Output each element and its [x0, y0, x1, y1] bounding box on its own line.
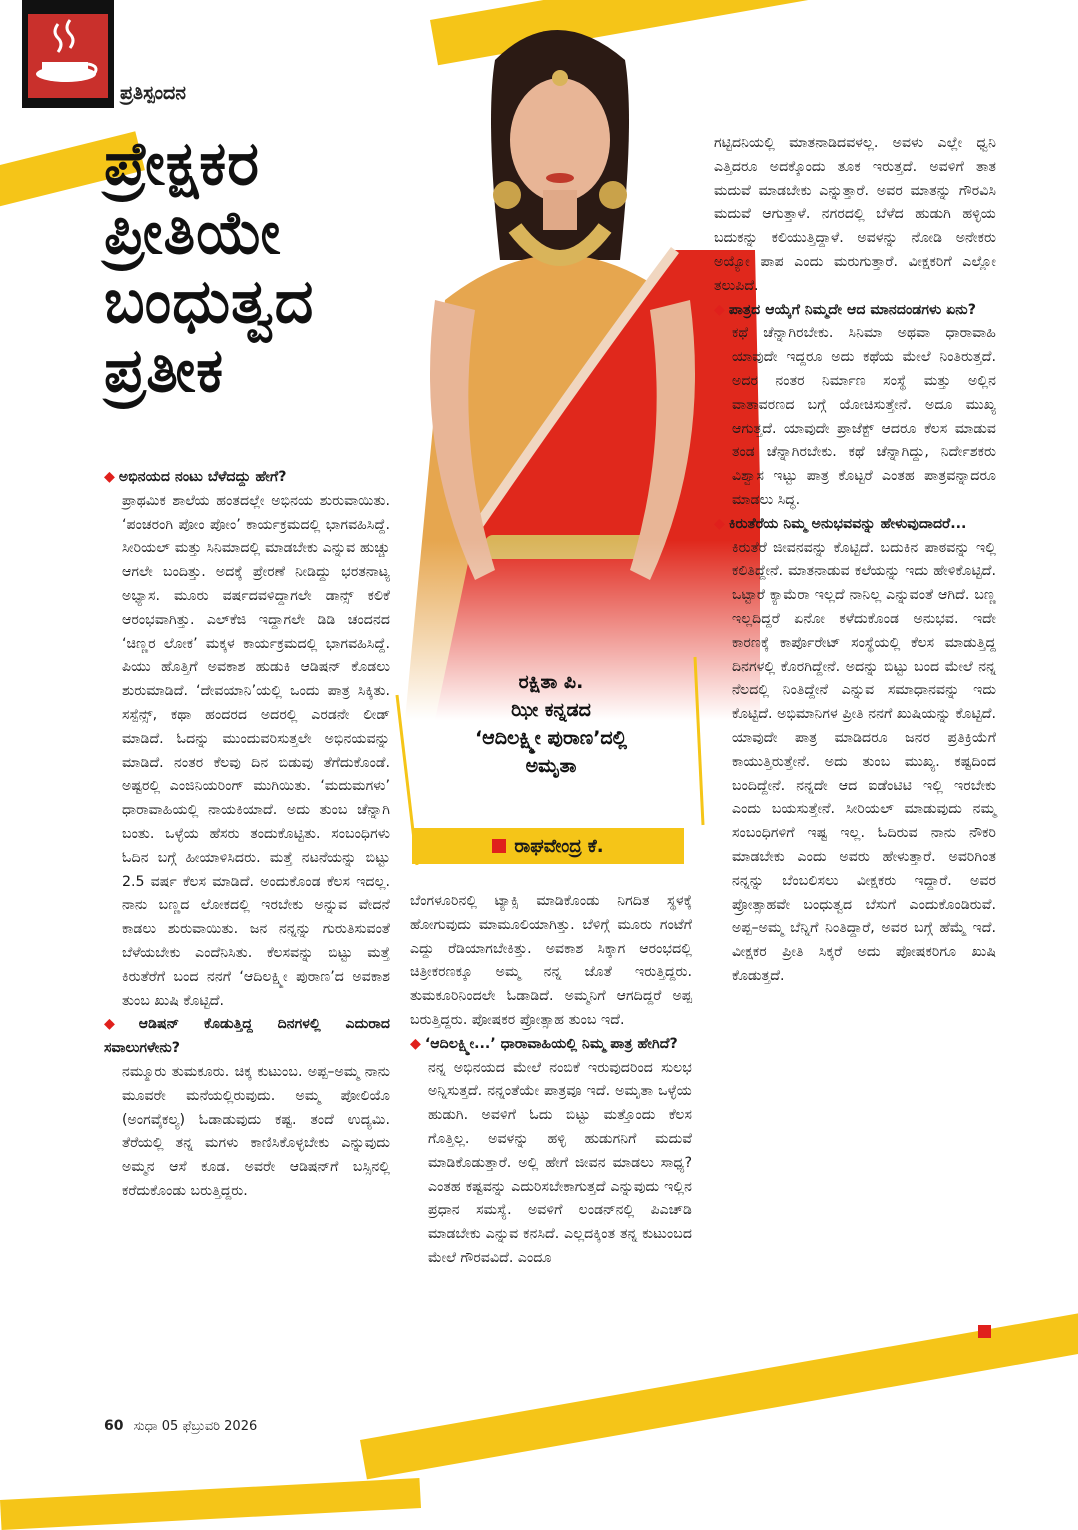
photo-caption [410, 668, 692, 780]
article-column-3 [714, 132, 996, 989]
headline [104, 130, 404, 406]
answer-3-continued: ಗಟ್ಟಿದನಿಯಲ್ಲಿ ಮಾತನಾಡಿದವಳಲ್ಲ. ಅವಳು ಎಲ್ಲೇ ಧ್ವನಿ ಎತ್ತಿದರೂ ಅದಕ್ಕೊಂದು ತೂಕ ಇರುತ್ತದೆ. ಅವಳಿಗೆ ತಾತ ಮದುವೆ ಮಾಡಬೇಕು ಎನ್ನುತ್ತಾರೆ. ಅವರ ಮಾತನ್ನು ಗೌರವಿಸಿ ಮದುವೆ ಆಗುತ್ತಾಳೆ. ನಗರದಲ್ಲಿ ಬೆಳೆದ ಹುಡುಗಿ ಹಳ್ಳಿಯ ಬದುಕನ್ನು ಕಲಿಯುತ್ತಿದ್ದಾಳೆ. ಅವಳನ್ನು ನೋಡಿ ಅನೇಕರು ಅಯ್ಯೋ ಪಾಪ ಎಂದು ಮರುಗುತ್ತಾರೆ. ವೀಕ್ಷಕರಿಗೆ ಎಲ್ಲೋ ತಲುಪಿದೆ. [714, 135, 996, 294]
page-number: 60 [104, 1418, 124, 1434]
article-column-1 [104, 466, 390, 1204]
yellow-stripe-bottom-left [0, 1478, 421, 1530]
answer-2: ನಮ್ಮೂರು ತುಮಕೂರು. ಚಿಕ್ಕ ಕುಟುಂಬ. ಅಪ್ಪ–ಅಮ್ಮ ನಾನು ಮೂವರೇ ಮನೆಯಲ್ಲಿರುವುದು. ಅಮ್ಮ ಪೋಲಿಯೊ (ಅಂಗವೈಕಲ್ಯ) ಓಡಾಡುವುದು ಕಷ್ಟ. ತಂದೆ ಉದ್ಯಮಿ. ತೆರೆಯಲ್ಲಿ ತನ್ನ ಮಗಳು ಕಾಣಿಸಿಕೊಳ್ಳಬೇಕು ಎನ್ನುವುದು ಅಮ್ಮನ ಆಸೆ ಕೂಡ. ಅವರೇ ಆಡಿಷನ್‌ಗೆ ಬಸ್ಸಿನಲ್ಲಿ ಕರೆದುಕೊಂಡು ಬರುತ್ತಿದ್ದರು. [122, 1063, 390, 1199]
diamond-bullet-icon: ◆ [714, 515, 725, 532]
yellow-stripe-bottom [360, 1308, 1078, 1479]
red-square-icon [492, 839, 506, 853]
coffee-cup-icon [28, 14, 108, 98]
question-5: ◆ ಕಿರುತೆರೆಯ ನಿಮ್ಮ ಅನುಭವವನ್ನು ಹೇಳುವುದಾದರೆ... [714, 515, 967, 532]
caption-channel: ಝೀ ಕನ್ನಡದ [511, 699, 591, 721]
author-name: ರಾಘವೇಂದ್ರ ಕೆ. [514, 835, 604, 857]
page-footer [104, 1418, 257, 1434]
answer-4: ಕಥೆ ಚೆನ್ನಾಗಿರಬೇಕು. ಸಿನಿಮಾ ಅಥವಾ ಧಾರಾವಾಹಿ ಯಾವುದೇ ಇದ್ದರೂ ಅದು ಕಥೆಯ ಮೇಲೆ ನಿಂತಿರುತ್ತದೆ. ಅದರ ನಂತರ ನಿರ್ಮಾಣ ಸಂಸ್ಥೆ ಮತ್ತು ಅಲ್ಲಿನ ವಾತಾವರಣದ ಬಗ್ಗೆ ಯೋಚಿಸುತ್ತೇನೆ. ಅದೂ ಮುಖ್ಯ ಆಗುತ್ತದೆ. ಯಾವುದೇ ಪ್ರಾಜೆಕ್ಟ್ ಆದರೂ ಕೆಲಸ ಮಾಡುವ ತಂಡ ಚೆನ್ನಾಗಿರಬೇಕು. ಕಥೆ ಚೆನ್ನಾಗಿದ್ದು, ನಿರ್ದೇಶಕರು ವಿಶ್ವಾಸ ಇಟ್ಟು ಪಾತ್ರ ಕೊಟ್ಟರೆ ಎಂತಹ ಪಾತ್ರವನ್ನಾದರೂ ಮಾಡಲು ಸಿದ್ಧ. [732, 325, 996, 508]
question-2: ◆ ಆಡಿಷನ್ ಕೊಡುತ್ತಿದ್ದ ದಿನಗಳಲ್ಲಿ ಎದುರಾದ ಸವಾಲುಗಳೇನು? [104, 1016, 390, 1057]
byline [412, 828, 684, 864]
caption-serial: ‘ಆದಿಲಕ್ಷ್ಮೀ ಪುರಾಣ’ದಲ್ಲಿ [474, 727, 628, 749]
answer-2-continued: ಬೆಂಗಳೂರಿನಲ್ಲಿ ಟ್ಯಾಕ್ಸಿ ಮಾಡಿಕೊಂಡು ನಿಗದಿತ ಸ್ಥಳಕ್ಕೆ ಹೋಗುವುದು ಮಾಮೂಲಿಯಾಗಿತ್ತು. ಬೆಳಿಗ್ಗೆ ಮೂರು ಗಂಟೆಗೆ ಎದ್ದು ರೆಡಿಯಾಗಬೇಕಿತ್ತು. ಅವಕಾಶ ಸಿಕ್ಕಾಗ ಆರಂಭದಲ್ಲಿ ಚಿತ್ರೀಕರಣಕ್ಕೂ ಅಮ್ಮ ನನ್ನ ಜೊತೆ ಇರುತ್ತಿದ್ದರು. ತುಮಕೂರಿನಿಂದಲೇ ಓಡಾಡಿದೆ. ಅಮ್ಮನಿಗೆ ಆಗದಿದ್ದರೆ ಅಪ್ಪ ಬರುತ್ತಿದ್ದರು. ಪೋಷಕರ ಪ್ರೋತ್ಸಾಹ ತುಂಬ ಇದೆ. [410, 893, 692, 1028]
caption-role: ಅಮೃತಾ [525, 755, 577, 777]
section-label: ಪ್ರತಿಸ್ಪಂದನ [120, 82, 186, 104]
question-3: ◆ ‘ಆದಿಲಕ್ಷ್ಮೀ...’ ಧಾರಾವಾಹಿಯಲ್ಲಿ ನಿಮ್ಮ ಪಾತ್ರ ಹೇಗಿದೆ? [410, 1035, 678, 1052]
diamond-bullet-icon: ◆ [104, 1016, 135, 1033]
actress-photo [375, 0, 760, 720]
article-end-mark [978, 1325, 991, 1338]
answer-1: ಪ್ರಾಥಮಿಕ ಶಾಲೆಯ ಹಂತದಲ್ಲೇ ಅಭಿನಯ ಶುರುವಾಯಿತು. ‘ಪಂಚರಂಗಿ ಪೋಂ ಪೋಂ’ ಕಾರ್ಯಕ್ರಮದಲ್ಲಿ ಭಾಗವಹಿಸಿದ್ದೆ. ಸೀರಿಯಲ್ ಮತ್ತು ಸಿನಿಮಾದಲ್ಲಿ ಮಾಡಬೇಕು ಎನ್ನುವ ಹುಚ್ಚು ಆಗಲೇ ಬಂದಿತ್ತು. ಅದಕ್ಕೆ ಪ್ರೇರಣೆ ನೀಡಿದ್ದು ಭರತನಾಟ್ಯ ಅಭ್ಯಾಸ. ಮೂರು ವರ್ಷದವಳಿದ್ದಾಗಲೇ ಡಾನ್ಸ್ ಕಲಿಕೆ ಆರಂಭವಾಗಿತ್ತು. ಎಲ್‌ಕೆಜಿ ಇದ್ದಾಗಲೇ ಡಿಡಿ ಚಂದನದ ‘ಚಿಣ್ಣರ ಲೋಕ’ ಮಕ್ಕಳ ಕಾರ್ಯಕ್ರಮದಲ್ಲಿ ಭಾಗವಹಿಸಿದ್ದೆ. ಪಿಯು ಹೊತ್ತಿಗೆ ಅವಕಾಶ ಹುಡುಕಿ ಆಡಿಷನ್ ಕೊಡಲು ಶುರುಮಾಡಿದೆ. ‘ದೇವಯಾನಿ’ಯಲ್ಲಿ ಒಂದು ಪಾತ್ರ ಸಿಕ್ಕಿತು. ಸಸ್ಪೆನ್ಸ್, ಕಥಾ ಹಂದರದ ಅದರಲ್ಲಿ ಎರಡನೇ ಲೀಡ್ ಮಾಡಿದೆ. ಓದನ್ನು ಮುಂದುವರಿಸುತ್ತಲೇ ಅಭಿನಯವನ್ನು ಮಾಡಿದೆ. ನಂತರ ಕೆಲವು ದಿನ ಬಿಡುವು ತೆಗೆದುಕೊಂಡೆ. ಅಷ್ಟರಲ್ಲಿ ಎಂಜಿನಿಯರಿಂಗ್ ಮುಗಿಯಿತು. ‘ಮದುಮಗಳು’ ಧಾರಾವಾಹಿಯಲ್ಲಿ ನಾಯಕಿಯಾದೆ. ಅದು ತುಂಬ ಚೆನ್ನಾಗಿ ಬಂತು. ಒಳ್ಳೆಯ ಹೆಸರು ತಂದುಕೊಟ್ಟಿತು. ಸಂಬಂಧಿಗಳು ಓದಿನ ಬಗ್ಗೆ ಹೀಯಾಳಿಸಿದರು. ಮತ್ತೆ ನಟನೆಯನ್ನು ಬಿಟ್ಟು 2.5 ವರ್ಷ ಕೆಲಸ ಮಾಡಿದೆ. ಅಂದುಕೊಂಡ ಕೆಲಸ ಇದಲ್ಲ. ನಾನು ಬಣ್ಣದ ಲೋಕದಲ್ಲಿ ಇರಬೇಕು ಅನ್ನುವ ವೇದನೆ ಕಾಡಲು ಶುರುವಾಯಿತು. ಜನ ನನ್ನನ್ನು ಗುರುತಿಸುವಂತೆ ಬೆಳೆಯಬೇಕು ಎಂದೆನಿಸಿತು. ಕೆಲಸವನ್ನು ಬಿಟ್ಟು ಮತ್ತೆ ಕಿರುತೆರೆಗೆ ಬಂದ ನನಗೆ ‘ಆದಿಲಕ್ಷ್ಮೀ ಪುರಾಣ’ದ ಅವಕಾಶ ತುಂಬ ಖುಷಿ ಕೊಟ್ಟಿದೆ. [122, 492, 390, 1009]
question-4: ◆ ಪಾತ್ರದ ಆಯ್ಕೆಗೆ ನಿಮ್ಮದೇ ಆದ ಮಾನದಂಡಗಳು ಏನು? [714, 301, 976, 318]
diamond-bullet-icon: ◆ [714, 301, 725, 318]
article-column-2 [410, 890, 692, 1271]
answer-3: ನನ್ನ ಅಭಿನಯದ ಮೇಲೆ ನಂಬಿಕೆ ಇರುವುದರಿಂದ ಸುಲಭ ಅನ್ನಿಸುತ್ತದೆ. ನನ್ನಂತೆಯೇ ಪಾತ್ರವೂ ಇದೆ. ಅಮೃತಾ ಒಳ್ಳೆಯ ಹುಡುಗಿ. ಅವಳಿಗೆ ಓದು ಬಿಟ್ಟು ಮತ್ತೊಂದು ಕೆಲಸ ಗೊತ್ತಿಲ್ಲ. ಅವಳನ್ನು ಹಳ್ಳಿ ಹುಡುಗನಿಗೆ ಮದುವೆ ಮಾಡಿಕೊಡುತ್ತಾರೆ. ಅಲ್ಲಿ ಹೇಗೆ ಜೀವನ ಮಾಡಲು ಸಾಧ್ಯ? ಎಂತಹ ಕಷ್ಟವನ್ನು ಎದುರಿಸಬೇಕಾಗುತ್ತದೆ ಎನ್ನುವುದು ಇಲ್ಲಿನ ಪ್ರಧಾನ ಸಮಸ್ಯೆ. ಅವಳಿಗೆ ಲಂಡನ್‌ನಲ್ಲಿ ಪಿಎಚ್‌ಡಿ ಮಾಡಬೇಕು ಎನ್ನುವ ಕನಸಿದೆ. ಎಲ್ಲದಕ್ಕಿಂತ ತನ್ನ ಕುಟುಂಬದ ಮೇಲೆ ಗೌರವವಿದೆ. ಎಂದೂ [428, 1059, 692, 1266]
issue-info: ಸುಧಾ 05 ಫೆಬ್ರುವರಿ 2026 [133, 1419, 258, 1434]
diamond-bullet-icon: ◆ [410, 1035, 421, 1052]
answer-5: ಕಿರುತೆರೆ ಜೀವನವನ್ನು ಕೊಟ್ಟಿದೆ. ಬದುಕಿನ ಪಾಠವನ್ನು ಇಲ್ಲಿ ಕಲಿತಿದ್ದೇನೆ. ಮಾತನಾಡುವ ಕಲೆಯನ್ನು ಇದು ಹೇಳಿಕೊಟ್ಟಿದೆ. ಒಟ್ಟಾರೆ ಕ್ಯಾಮೆರಾ ಇಲ್ಲದೆ ನಾನಿಲ್ಲ ಎನ್ನುವಂತೆ ಆಗಿದೆ. ಬಣ್ಣ ಇಲ್ಲದಿದ್ದರೆ ಏನೋ ಕಳೆದುಕೊಂಡ ಅನುಭವ. ಇದೇ ಕಾರಣಕ್ಕೆ ಕಾರ್ಪೊರೇಟ್ ಸಂಸ್ಥೆಯಲ್ಲಿ ಕೆಲಸ ಮಾಡುತ್ತಿದ್ದ ದಿನಗಳಲ್ಲಿ ಕೊರಗಿದ್ದೇನೆ. ಅದನ್ನು ಬಿಟ್ಟು ಬಂದ ಮೇಲೆ ನನ್ನ ನೆಲದಲ್ಲಿ ನಿಂತಿದ್ದೇನೆ ಎನ್ನುವ ಸಮಾಧಾನವನ್ನು ಇದು ಕೊಟ್ಟಿದೆ. ಅಭಿಮಾನಿಗಳ ಪ್ರೀತಿ ನನಗೆ ಖುಷಿಯನ್ನು ಕೊಟ್ಟಿದೆ. ಯಾವುದೇ ಪಾತ್ರ ಮಾಡಿದರೂ ಜನರ ಪ್ರತಿಕ್ರಿಯೆಗೆ ಕಾಯುತ್ತಿರುತ್ತೇನೆ. ಅದು ತುಂಬ ಮುಖ್ಯ. ಕಷ್ಟದಿಂದ ಬಂದಿದ್ದೇನೆ. ನನ್ನದೇ ಆದ ಐಡೆಂಟಿಟಿ ಇಲ್ಲಿ ಇರಬೇಕು ಎಂದು ಬಯಸುತ್ತೇನೆ. ಸೀರಿಯಲ್ ಮಾಡುವುದು ನಮ್ಮ ಸಂಬಂಧಿಗಳಿಗೆ ಇಷ್ಟ ಇಲ್ಲ. ಓದಿರುವ ನಾನು ನೌಕರಿ ಮಾಡಬೇಕು ಎಂದು ಅವರು ಹೇಳುತ್ತಾರೆ. ಅವರಿಗಿಂತ ನನ್ನನ್ನು ಬೆಂಬಲಿಸಲು ವೀಕ್ಷಕರು ಇದ್ದಾರೆ. ಅವರ ಪ್ರೋತ್ಸಾಹವೇ ಬಂಧುತ್ವದ ಬೆಸುಗೆ ಎಂದುಕೊಂಡಿರುವೆ. ಅಪ್ಪ–ಅಮ್ಮ ಬೆನ್ನಿಗೆ ನಿಂತಿದ್ದಾರೆ, ಅವರ ಬಗ್ಗೆ ಹೆಮ್ಮೆ ಇದೆ. ವೀಕ್ಷಕರ ಪ್ರೀತಿ ಸಿಕ್ಕರೆ ಅದು ಪೋಷಕರಿಗೂ ಖುಷಿ ಕೊಡುತ್ತದೆ. [732, 539, 996, 984]
headline-line: ಪ್ರೀತಿಯೇ [104, 198, 282, 268]
actress-name: ರಕ್ಷಿತಾ ಪಿ. [518, 671, 584, 693]
question-1: ◆ ಅಭಿನಯದ ನಂಟು ಬೆಳೆದದ್ದು ಹೇಗೆ? [104, 469, 287, 485]
headline-line: ಪ್ರತೀಕ [104, 336, 225, 406]
diamond-bullet-icon: ◆ [104, 469, 115, 485]
headline-line: ಬಂಧುತ್ವದ [104, 267, 315, 337]
headline-line: ಪ್ರೇಕ್ಷಕರ [104, 129, 261, 199]
